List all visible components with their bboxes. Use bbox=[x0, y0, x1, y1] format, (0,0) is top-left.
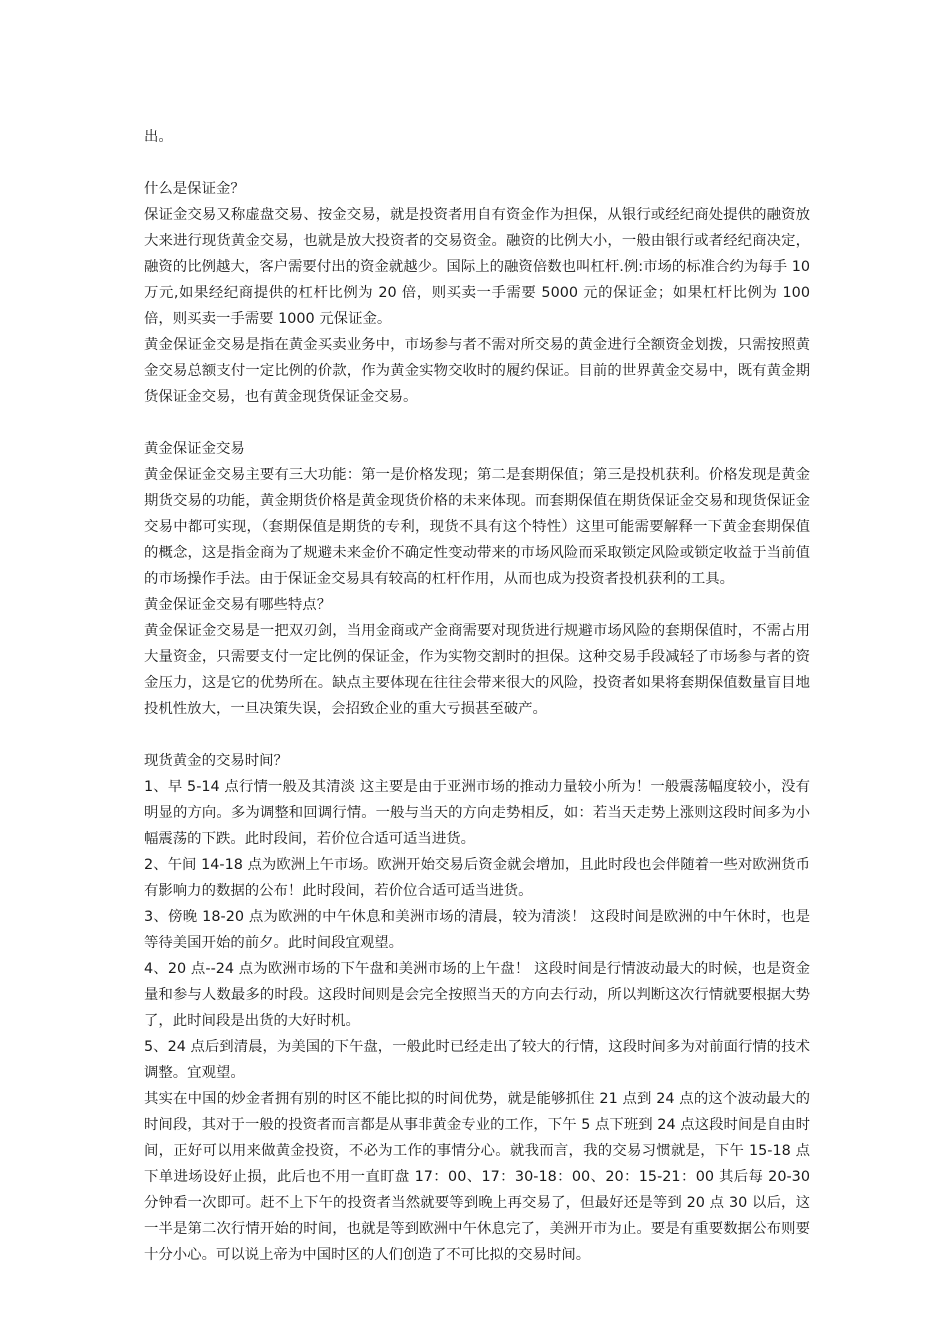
document-body bbox=[144, 124, 810, 1268]
heading-characteristics: 黄金保证金交易有哪些特点？ bbox=[144, 597, 332, 613]
heading-gold-margin-trading: 黄金保证金交易 bbox=[144, 441, 245, 457]
paragraph-china-advantage: 其实在中国的炒金者拥有别的时区不能比拟的时间优势，就是能够抓住 21 点到 24 点的这个波动最大的时间段，其对于一般的投资者而言都是从事非黄金专业的工作，下午 5 点下班到 24 点这段时间是自由时间，正好可以用来做黄金投资，不必为工作的事情分心。就我而言，我的交易习惯就是，下午 15-18 点下单进场设好止损，此后也不用一直盯盘 17：00、17：30-18：00、20：15-21：00 其后每 20-30 分钟看一次即可。赶不上下午的投资者当然就要等到晚上再交易了，但最好还是等到 20 点 30 以后，这一半是第二次行情开始的时间，也就是等到欧洲中午休息完了，美洲开市为止。要是有重要数据公布则要十分小心。可以说上帝为中国时区的人们创造了不可比拟的交易时间。 bbox=[144, 1091, 810, 1263]
paragraph-three-functions: 黄金保证金交易主要有三大功能：第一是价格发现；第二是套期保值；第三是投机获利。价格发现是黄金期货交易的功能，黄金期货价格是黄金现货价格的未来体现。而套期保值在期货保证金交易和现货保证金交易中都可实现，（套期保值是期货的专利，现货不具有这个特性）这里可能需要解释一下黄金套期保值的概念，这是指金商为了规避未来金价不确定性变动带来的市场风险而采取锁定风险或锁定收益于当前值的市场操作手法。由于保证金交易具有较高的杠杆作用，从而也成为投资者投机获利的工具。 bbox=[144, 467, 810, 587]
paragraph-double-edged-sword: 黄金保证金交易是一把双刃剑，当用金商或产金商需要对现货进行规避市场风险的套期保值时，不需占用大量资金，只需要支付一定比例的保证金，作为实物交割时的担保。这种交易手段减轻了市场参与者的资金压力，这是它的优势所在。缺点主要体现在往往会带来很大的风险，投资者如果将套期保值数量盲目地投机性放大，一旦决策失误，会招致企业的重大亏损甚至破产。 bbox=[144, 623, 810, 717]
list-item-hours-5: 5、24 点后到清晨，为美国的下午盘，一般此时已经走出了较大的行情，这段时间多为对前面行情的技术调整。宜观望。 bbox=[144, 1039, 810, 1081]
list-item-hours-4: 4、20 点--24 点为欧洲市场的下午盘和美洲市场的上午盘！ 这段时间是行情波动最大的时候，也是资金量和参与人数最多的时段。这段时间则是会完全按照当天的方向去行动，所以判断这次行情就要根据大势了，此时间段是出货的大好时机。 bbox=[144, 961, 810, 1029]
paragraph-margin-definition: 保证金交易又称虚盘交易、按金交易，就是投资者用自有资金作为担保，从银行或经纪商处提供的融资放大来进行现货黄金交易，也就是放大投资者的交易资金。融资的比例大小，一般由银行或者经纪商决定，融资的比例越大，客户需要付出的资金就越少。国际上的融资倍数也叫杠杆.例:市场的标准合约为每手 10 万元,如果经纪商提供的杠杆比例为 20 倍，则买卖一手需要 5000 元的保证金；如果杠杆比例为 100 倍，则买卖一手需要 1000 元保证金。 bbox=[144, 207, 810, 327]
blank-line bbox=[144, 150, 810, 176]
list-item-hours-1: 1、早 5-14 点行情一般及其清淡 这主要是由于亚洲市场的推动力量较小所为！一般震荡幅度较小，没有明显的方向。多为调整和回调行情。一般与当天的方向走势相反，如：若当天走势上涨则这段时间多为小幅震荡的下跌。此时段间，若价位合适可适当进货。 bbox=[144, 779, 810, 847]
blank-line bbox=[144, 410, 810, 436]
paragraph-continuation: 出。 bbox=[144, 129, 173, 145]
list-item-hours-2: 2、午间 14-18 点为欧洲上午市场。欧洲开始交易后资金就会增加，且此时段也会伴随着一些对欧洲货币有影响力的数据的公布！此时段间，若价位合适可适当进货。 bbox=[144, 857, 810, 899]
blank-line bbox=[144, 722, 810, 748]
list-item-hours-3: 3、傍晚 18-20 点为欧洲的中午休息和美洲市场的清晨，较为清淡！ 这段时间是欧洲的中午休时，也是等待美国开始的前夕。此时间段宜观望。 bbox=[144, 909, 810, 951]
heading-what-is-margin: 什么是保证金？ bbox=[144, 181, 245, 197]
paragraph-gold-margin-trading: 黄金保证金交易是指在黄金买卖业务中，市场参与者不需对所交易的黄金进行全额资金划拨，只需按照黄金交易总额支付一定比例的价款，作为黄金实物交收时的履约保证。目前的世界黄金交易中，既有黄金期货保证金交易，也有黄金现货保证金交易。 bbox=[144, 337, 810, 405]
heading-trading-hours: 现货黄金的交易时间？ bbox=[144, 753, 288, 769]
